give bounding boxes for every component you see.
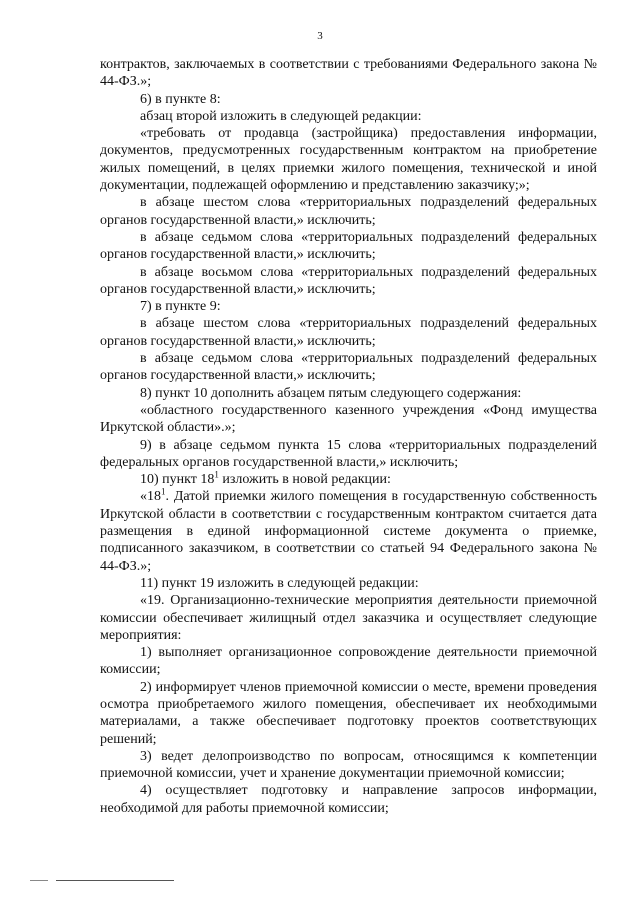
paragraph: 4) осуществляет подготовку и направление запросов информации, необходимой для работы приемочной комиссии; xyxy=(100,783,597,816)
paragraph: в абзаце седьмом слова «территориальных подразделений федеральных органов государственной власти,» исключить; xyxy=(100,351,597,384)
paragraph: «областного государственного казенного учреждения «Фонд имущества Иркутской области».»; xyxy=(100,402,597,436)
paragraph: 9) в абзаце седьмом пункта 15 слова «территориальных подразделений федеральных органов государственной власти,» исключить; xyxy=(100,437,597,470)
paragraph: в абзаце седьмом слова «территориальных подразделений федеральных органов государственной власти,» исключить; xyxy=(100,229,597,263)
paragraph: «требовать от продавца (застройщика) предоставления информации, документов, предусмотренных государственным контрактом на приобретение жилых помещений, в целях приемки жилого помещения, технической и иной документации, подлежащей оформлению и представлению заказчику;»; xyxy=(100,126,597,194)
document-body xyxy=(100,56,597,817)
page-number: 3 xyxy=(317,30,323,42)
paragraph: «19. Организационно-технические мероприятия деятельности приемочной комиссии обеспечивает жилищный отдел заказчика и осуществляет следующие мероприятия: xyxy=(100,593,597,643)
paragraph: абзац второй изложить в следующей редакции: xyxy=(140,108,422,124)
paragraph: 6) в пункте 8: xyxy=(140,91,221,107)
footer-divider xyxy=(56,880,174,881)
paragraph-text: изложить в новой редакции: xyxy=(218,472,391,488)
paragraph-text: «18 xyxy=(140,489,161,505)
footer-divider xyxy=(30,880,48,881)
paragraph: 7) в пункте 9: xyxy=(140,299,221,315)
superscript: 1 xyxy=(214,469,219,480)
superscript: 1 xyxy=(161,486,166,497)
paragraph xyxy=(100,471,597,488)
paragraph xyxy=(100,488,597,574)
paragraph: 3) ведет делопроизводство по вопросам, относящимся к компетенции приемочной комиссии, учет и хранение документации приемочной комиссии; xyxy=(100,748,597,782)
paragraph: 2) информирует членов приемочной комиссии о месте, времени проведения осмотра приобретаемого жилого помещения, обеспечивает их необходимыми материалами, а также обеспечивает подготовку проектов соответствующих решений; xyxy=(100,679,597,747)
paragraph-text: . Датой приемки жилого помещения в государственную собственность Иркутской области в соответствии с государственным контрактом считается дата размещения в единой информационной системе документа о приемке, подписанного заказчиком, в соответствии со статьей 94 Федерального закона № 44-ФЗ.»; xyxy=(100,489,597,574)
paragraph-text: 10) пункт 18 xyxy=(140,472,215,488)
paragraph: в абзаце шестом слова «территориальных подразделений федеральных органов государственной власти,» исключить; xyxy=(100,195,597,228)
paragraph: 8) пункт 10 дополнить абзацем пятым следующего содержания: xyxy=(140,385,522,401)
paragraph: в абзаце шестом слова «территориальных подразделений федеральных органов государственной власти,» исключить; xyxy=(100,316,597,349)
paragraph: 11) пункт 19 изложить в следующей редакции: xyxy=(140,575,419,591)
paragraph: в абзаце восьмом слова «территориальных подразделений федеральных органов государственной власти,» исключить; xyxy=(100,264,597,297)
paragraph: 1) выполняет организационное сопровождение деятельности приемочной комиссии; xyxy=(100,645,597,678)
paragraph: контрактов, заключаемых в соответствии с требованиями Федерального закона № 44-ФЗ.»; xyxy=(100,57,597,90)
